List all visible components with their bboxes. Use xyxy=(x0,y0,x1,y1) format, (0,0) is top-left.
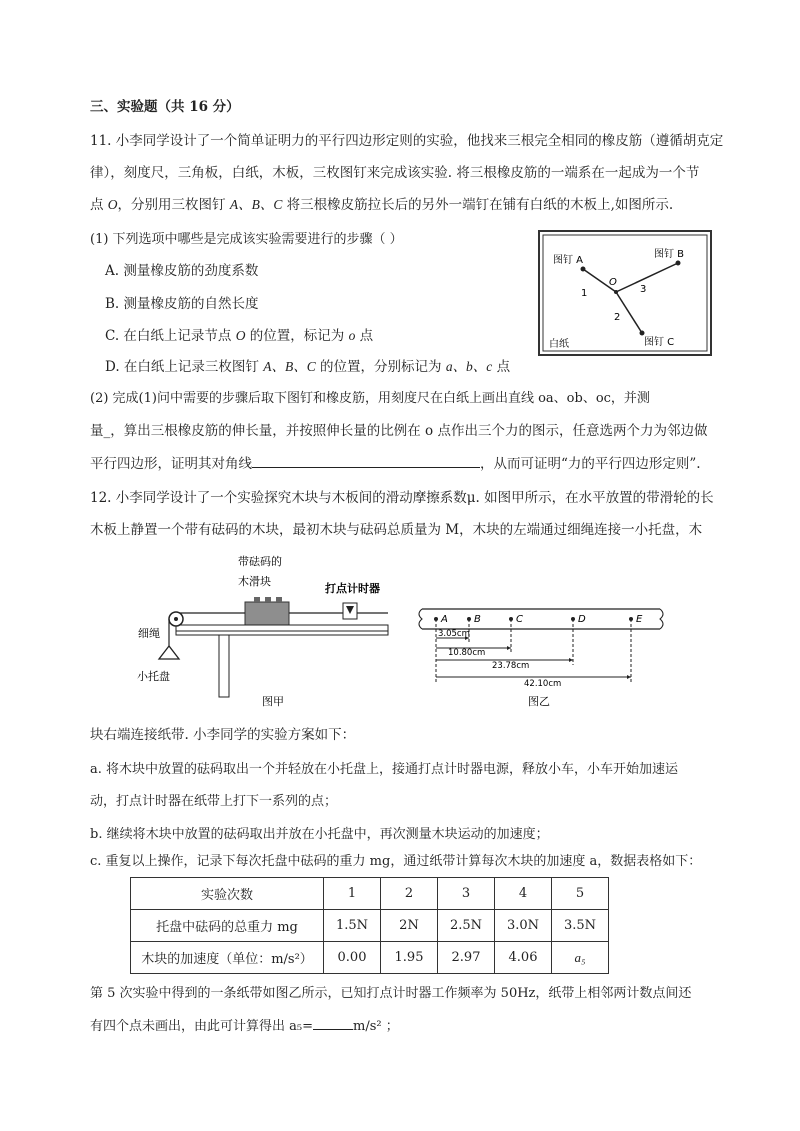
dist-ac: 10.80cm xyxy=(448,648,486,658)
table-cell: 2N xyxy=(381,910,438,942)
pin-b-dot xyxy=(676,261,681,266)
q11-option-d: D. 在白纸上记录三枚图钉 A、B、C 的位置，分别标记为 a、b、c 点 xyxy=(105,359,511,375)
band-2-label: 2 xyxy=(614,312,621,323)
q12-step-a1: a. 将木块中放置的砝码取出一个并轻放在小托盘上，接通打点计时器电源，释放小车，小车开始加速运 xyxy=(90,762,679,777)
q11-sub2-line3: 平行四边形，证明其对角线 ，从而可证明“力的平行四边形定则”. xyxy=(90,453,701,474)
table-cell: 托盘中砝码的总重力 mg xyxy=(131,910,324,942)
label-e: E xyxy=(636,614,643,625)
figure-jia xyxy=(132,545,397,710)
table-cell: 4.06 xyxy=(495,942,552,974)
tray-label: 小托盘 xyxy=(137,670,170,683)
answer-blank-diagonal[interactable] xyxy=(252,453,480,468)
table-cell: 1 xyxy=(324,878,381,910)
label-d: D xyxy=(578,614,586,625)
q11-sub1: (1) 下列选项中哪些是完成该实验需要进行的步骤（ ） xyxy=(90,232,403,247)
node-o-dot xyxy=(614,290,618,294)
q11-option-b: B. 测量橡皮筋的自然长度 xyxy=(105,296,259,312)
dist-ad: 23.78cm xyxy=(492,661,530,671)
table-cell: 3.5N xyxy=(552,910,609,942)
answer-blank-a5[interactable] xyxy=(313,1015,353,1030)
table-cell: 5 xyxy=(552,878,609,910)
table-cell: 木块的加速度（单位：m/s²） xyxy=(131,942,324,974)
label-a: A xyxy=(441,614,448,625)
fig-jia-caption: 图甲 xyxy=(262,695,284,708)
table-cell: 3 xyxy=(438,878,495,910)
pin-c-label: 图钉 C xyxy=(644,337,675,348)
table-row xyxy=(131,942,609,974)
rubber-band-figure xyxy=(538,230,712,356)
table-cell: 实验次数 xyxy=(131,878,324,910)
q11-option-a: A. 测量橡皮筋的劲度系数 xyxy=(105,263,259,279)
band-1-label: 1 xyxy=(581,288,588,299)
q11-line3: 点 O，分别用三枚图钉 A、B、C 将三根橡皮筋拉长后的另外一端钉在铺有白纸的木板上,如图所示. xyxy=(90,197,674,213)
board xyxy=(176,625,388,631)
wood-block xyxy=(245,602,289,625)
table-cell: 2 xyxy=(381,878,438,910)
table-row xyxy=(131,910,609,942)
section-title: 三、实验题（共 16 分） xyxy=(90,99,240,115)
table-cell: 0.00 xyxy=(324,942,381,974)
pin-b-label: 图钉 B xyxy=(654,249,685,260)
data-table xyxy=(130,877,609,974)
q12-step-c: c. 重复以上操作，记录下每次托盘中砝码的重力 mg，通过纸带计算每次木块的加速度 a，数据表格如下： xyxy=(90,854,702,869)
dist-ae: 42.10cm xyxy=(524,679,562,689)
table-row xyxy=(131,878,609,910)
table-cell: 1.95 xyxy=(381,942,438,974)
table-cell: 2.97 xyxy=(438,942,495,974)
q12-step-b: b. 继续将木块中放置的砝码取出并放在小托盘中，再次测量木块运动的加速度； xyxy=(90,827,549,842)
pin-c-dot xyxy=(640,331,645,336)
q12-step-a2: 动，打点计时器在纸带上打下一系列的点； xyxy=(90,794,338,809)
block-label-2: 木滑块 xyxy=(238,575,271,588)
paper-label: 白纸 xyxy=(549,339,569,350)
q11-line2: 律），刻度尺，三角板，白纸，木板，三枚图钉来完成该实验. 将三根橡皮筋的一端系在一起成为一个节 xyxy=(90,165,700,181)
table-cell: 2.5N xyxy=(438,910,495,942)
label-c: C xyxy=(516,614,523,625)
table-leg xyxy=(219,635,229,697)
q11-line1: 11. 小李同学设计了一个简单证明力的平行四边形定则的实验，他找来三根完全相同的橡皮筋（遵循胡克定 xyxy=(90,133,724,149)
q12-line2: 木板上静置一个带有砝码的木块，最初木块与砝码总质量为 M，木块的左端通过细绳连接一小托盘，木 xyxy=(90,522,703,538)
table-cell: 1.5N xyxy=(324,910,381,942)
figure-yi xyxy=(412,605,670,711)
rope-label: 细绳 xyxy=(138,627,160,640)
q11-sub2-line1: (2) 完成(1)问中需要的步骤后取下图钉和橡皮筋，用刻度尺在白纸上画出直线 oa、ob、oc，并测 xyxy=(90,391,650,406)
pin-a-dot xyxy=(581,267,586,272)
q12-last-line2: 有四个点未画出，由此可计算得出 a₅= m/s² ； xyxy=(90,1015,399,1037)
q11-option-c: C. 在白纸上记录节点 O 的位置，标记为 o 点 xyxy=(105,328,374,344)
q12-last-line1: 第 5 次实验中得到的一条纸带如图乙所示，已知打点计时器工作频率为 50Hz，纸带上相邻两计数点间还 xyxy=(90,986,692,1001)
table-cell: 3.0N xyxy=(495,910,552,942)
timer-label: 打点计时器 xyxy=(325,582,380,595)
band-3-label: 3 xyxy=(640,284,647,295)
q11-sub2-line2: 量_，算出三根橡皮筋的伸长量，并按照伸长量的比例在 o 点作出三个力的图示，任意选两个力为邻边做 xyxy=(90,423,708,439)
table-cell: a₅ xyxy=(552,942,609,974)
label-b: B xyxy=(474,614,481,625)
tray xyxy=(159,646,179,659)
table-cell: 4 xyxy=(495,878,552,910)
node-o-label: O xyxy=(609,277,617,288)
pin-a-label: 图钉 A xyxy=(553,255,584,266)
q12-line1: 12. 小李同学设计了一个实验探究木块与木板间的滑动摩擦系数μ. 如图甲所示，在水平放置的带滑轮的长 xyxy=(90,490,714,506)
dist-ab: 3.05cm xyxy=(438,629,470,639)
q12-line3: 块右端连接纸带. 小李同学的实验方案如下： xyxy=(90,727,356,743)
block-label-1: 带砝码的 xyxy=(238,555,282,568)
fig-yi-caption: 图乙 xyxy=(528,695,550,708)
